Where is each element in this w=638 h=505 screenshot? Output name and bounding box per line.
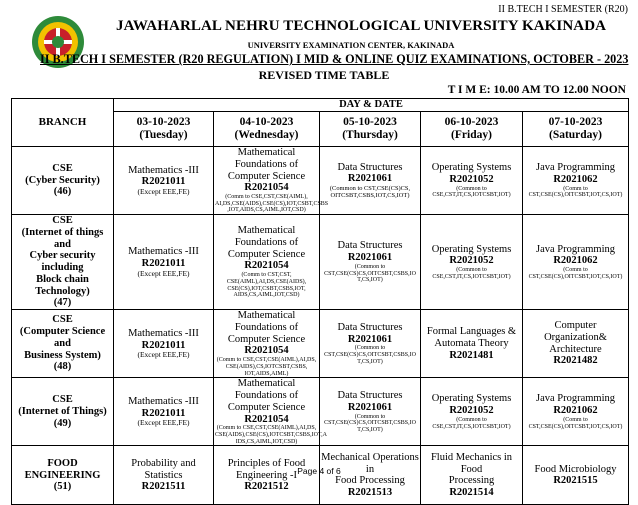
- subject-name-2: Food Processing: [335, 475, 405, 487]
- subject-code: R2021482: [553, 355, 598, 367]
- subject-name: Data Structures: [337, 321, 403, 333]
- branch-line: (48): [53, 361, 72, 373]
- university-title: JAWAHARLAL NEHRU TECHNOLOGICAL UNIVERSITY KAKINADA: [116, 18, 607, 34]
- subject-code: R2021011: [141, 339, 186, 351]
- subject-code: R2021061: [347, 173, 393, 185]
- branch-line: Cyber security including: [29, 250, 96, 274]
- date-header: [523, 112, 629, 147]
- subject-name-2: Engineering -I: [236, 469, 297, 481]
- branch-line: Block chain Technology): [35, 273, 90, 297]
- subject-cell: [214, 147, 329, 215]
- subject-note: (Common to CST,CSE(CS)CS,OITCSBT,CSBS,IO T,CS,IOT): [324, 413, 416, 433]
- branch-line: (Internet of things and: [21, 226, 104, 250]
- subject-name: Java Programming: [535, 243, 616, 255]
- subject-code: R2021061: [347, 252, 393, 264]
- subject-cell: [421, 310, 523, 378]
- date: 06-10-2023: [444, 116, 499, 129]
- date: 03-10-2023: [136, 116, 191, 129]
- date: 04-10-2023: [239, 116, 294, 129]
- branch-line: CSE: [52, 394, 73, 406]
- subject-cell: [320, 147, 421, 215]
- subject-note: (Common to CST,CSE(CS)CS,OITCSBT,CSBS,IO T,CS,IOT): [324, 345, 416, 365]
- subject-note: (Comm to CST,CSE(CS),OITCSBT,IOT,CS,IOT): [528, 185, 623, 199]
- subject-name: Operating Systems: [431, 393, 512, 405]
- subject-name: Mathematics -III: [128, 164, 199, 176]
- subject-note: (Comm to CST,CST, CSE(AIML),AI,DS,CSE(AIDS), CSE(CS),IOT,CSBT,CSBS,IOT, AIDS,CS,AIML,IOT,CSD): [226, 272, 307, 299]
- subject-cell: [114, 310, 214, 378]
- subject-code: R2021054: [244, 413, 289, 425]
- table-row: [12, 310, 629, 378]
- branch-line: (Cyber Security): [25, 174, 100, 186]
- day: (Thursday): [342, 129, 398, 141]
- subject-note: (Except EEE,FE): [137, 268, 190, 278]
- revised-timetable-title: REVISED TIME TABLE: [258, 68, 390, 82]
- branch-cell: [12, 215, 114, 310]
- branch-line: CSE: [52, 314, 73, 326]
- branch-line: (Computer Science and: [19, 326, 106, 349]
- branch-line: (51): [53, 481, 72, 493]
- subject-code: R2021062: [553, 405, 598, 417]
- date-header: [320, 112, 421, 147]
- table-row: [12, 147, 629, 215]
- date-header: [114, 112, 214, 147]
- subject-name-2: Computer Science: [227, 401, 306, 413]
- timetable: [11, 98, 629, 505]
- day: (Friday): [451, 129, 492, 141]
- subject-name-2: Automata Theory: [434, 337, 509, 349]
- subject-name: Data Structures: [337, 390, 403, 402]
- subject-name-2: Architecture: [549, 343, 602, 355]
- subject-note: (Except EEE,FE): [137, 187, 190, 197]
- date-header: [421, 112, 523, 147]
- subject-name-2: Processing: [448, 475, 495, 487]
- table-row: [12, 215, 629, 310]
- subject-code: R2021512: [244, 481, 289, 493]
- subject-cell: [421, 215, 523, 310]
- branch-line: FOOD: [47, 457, 78, 469]
- subject-cell: [421, 147, 523, 215]
- subject-code: R2021011: [141, 176, 186, 188]
- subject-code: R2021513: [347, 487, 393, 499]
- subject-cell: [114, 147, 214, 215]
- subject-code: R2021011: [141, 257, 186, 269]
- subject-code: R2021011: [141, 407, 186, 419]
- date: 07-10-2023: [548, 116, 603, 129]
- subject-name: Data Structures: [337, 240, 403, 252]
- branch-line: (46): [53, 186, 72, 198]
- day: (Wednesday): [234, 129, 299, 141]
- exam-title: II B.TECH I SEMESTER (R20 REGULATION) I MID & ONLINE QUIZ EXAMINATIONS, OCTOBER - 2023: [40, 52, 629, 66]
- subject-code: R2021052: [449, 173, 494, 185]
- branch-line: CSE: [52, 215, 73, 227]
- exam-time: T I M E: 10.00 AM TO 12.00 NOON: [447, 84, 626, 96]
- subject-code: R2021052: [449, 255, 494, 267]
- subject-name: Operating Systems: [431, 243, 512, 255]
- day: (Saturday): [548, 129, 603, 141]
- branch-line: CSE: [52, 162, 73, 174]
- subject-cell: [523, 310, 629, 378]
- subject-name: Mathematics -III: [128, 327, 199, 339]
- branch-header: BRANCH: [12, 99, 114, 147]
- subject-code: R2021054: [244, 345, 289, 357]
- subject-name-2: Statistics: [144, 469, 183, 481]
- semester-corner-label: II B.TECH I SEMESTER (R20): [498, 4, 628, 15]
- exam-center-title: UNIVERSITY EXAMINATION CENTER, KAKINADA: [247, 40, 455, 50]
- subject-code: R2021062: [553, 255, 598, 267]
- subject-code: R2021054: [244, 182, 289, 194]
- subject-note: (Comm to CSE,CST,CSE(AIML), AI,DS,CSE(AIDS),CSE(CS),IOT,CSBT,CSBS ,IOT,AIDS,CS,AIML,IOT,CSD): [215, 194, 329, 214]
- subject-name: Fluid Mechanics in Food: [430, 451, 513, 475]
- subject-name: Formal Languages &: [426, 326, 517, 338]
- subject-name: Operating Systems: [431, 162, 512, 174]
- subject-name: Probability and: [131, 457, 196, 469]
- subject-cell: [320, 378, 421, 446]
- date: 05-10-2023: [343, 116, 397, 129]
- subject-name: Mathematical Foundations of: [234, 147, 299, 170]
- date-header: [214, 112, 320, 147]
- subject-code: R2021481: [449, 349, 494, 361]
- subject-cell: [523, 215, 629, 310]
- subject-name: Java Programming: [535, 162, 616, 174]
- subject-note: (Except EEE,FE): [137, 418, 190, 428]
- subject-note: (Comm to CSE,CST,CSE(AIML),AI,DS, CSE(AIDS),CS,IOTCSBT,CSBS, IOT,AIDS,AIML): [216, 357, 317, 377]
- branch-line: ENGINEERING: [24, 469, 101, 481]
- day: (Tuesday): [139, 129, 188, 141]
- subject-name: Mathematics -III: [128, 246, 199, 258]
- subject-cell: [320, 215, 421, 310]
- subject-cell: [421, 378, 523, 446]
- subject-code: R2021052: [449, 405, 494, 417]
- branch-cell: [12, 310, 114, 378]
- subject-name: Computer Organization&: [544, 320, 607, 343]
- subject-name: Mathematical Foundations of: [234, 310, 299, 333]
- subject-cell: [114, 378, 214, 446]
- subject-name-2: Computer Science: [227, 333, 306, 345]
- day-date-header: DAY & DATE: [114, 99, 629, 112]
- subject-name: Java Programming: [535, 393, 616, 405]
- subject-code: R2021511: [141, 481, 186, 493]
- subject-note: (Common to CSE,CST,IT,CS,IOTCSBT,IOT): [432, 267, 511, 280]
- subject-name-2: Computer Science: [227, 170, 306, 182]
- subject-name: Mathematical Foundations of: [234, 378, 299, 402]
- subject-name: Food Microbiology: [534, 463, 617, 475]
- branch-line: (47): [53, 297, 72, 309]
- subject-cell: [523, 378, 629, 446]
- page-number: Page 4 of 6: [297, 466, 341, 476]
- subject-code: R2021514: [449, 487, 494, 499]
- branch-cell: [12, 147, 114, 215]
- subject-cell: [214, 378, 327, 446]
- subject-note: (Comm to CST,CSE(CS),OITCSBT,IOT,CS,IOT): [528, 416, 623, 430]
- subject-cell: [523, 147, 629, 215]
- subject-note: (Common to CSE,CST,IT,CS,IOTCSBT,IOT): [432, 416, 511, 430]
- subject-note: (Comm to CSE,CST,CSE(AIML),AI,DS, CSE(AIDS),CSE(CS),IOTCSBT,CSBS,IOT,A IDS,CS,AIML,IOT,CSD): [215, 425, 327, 445]
- subject-name: Mechanical Operations in: [321, 451, 419, 475]
- subject-code: R2021515: [553, 475, 598, 487]
- branch-line: (Internet of Things): [18, 406, 107, 418]
- subject-name: Principles of Food: [227, 457, 306, 469]
- subject-cell: [114, 215, 214, 310]
- branch-cell: [12, 378, 114, 446]
- subject-note: (Comm to CST,CSE(CS),OITCSBT,IOT,CS,IOT): [528, 267, 623, 280]
- subject-code: R2021054: [244, 260, 289, 272]
- subject-code: R2021062: [553, 173, 598, 185]
- subject-name-2: Computer Science: [227, 248, 306, 260]
- subject-code: R2021061: [347, 333, 393, 345]
- subject-note: (Common to CSE,CST,IT,CS,IOTCSBT,IOT): [432, 185, 511, 199]
- branch-line: (49): [53, 417, 72, 429]
- branch-line: Business System): [24, 349, 101, 361]
- subject-name: Mathematics -III: [128, 395, 199, 407]
- subject-note: (Common to CST,CSE(CS)CS,OITCSBT,CSBS,IO T,CS,IOT): [324, 263, 416, 284]
- subject-cell: [214, 215, 320, 310]
- subject-note: (Common to CST,CSE(CS)CS, OITCSBT,CSBS,IOT,CS,IOT): [329, 185, 411, 200]
- subject-name: Data Structures: [337, 161, 403, 173]
- subject-name: Mathematical Foundations of: [234, 225, 299, 248]
- subject-cell: [320, 310, 421, 378]
- subject-cell: [214, 310, 320, 378]
- subject-code: R2021061: [347, 401, 393, 413]
- subject-note: (Except EEE,FE): [137, 350, 190, 360]
- table-row: [12, 378, 629, 446]
